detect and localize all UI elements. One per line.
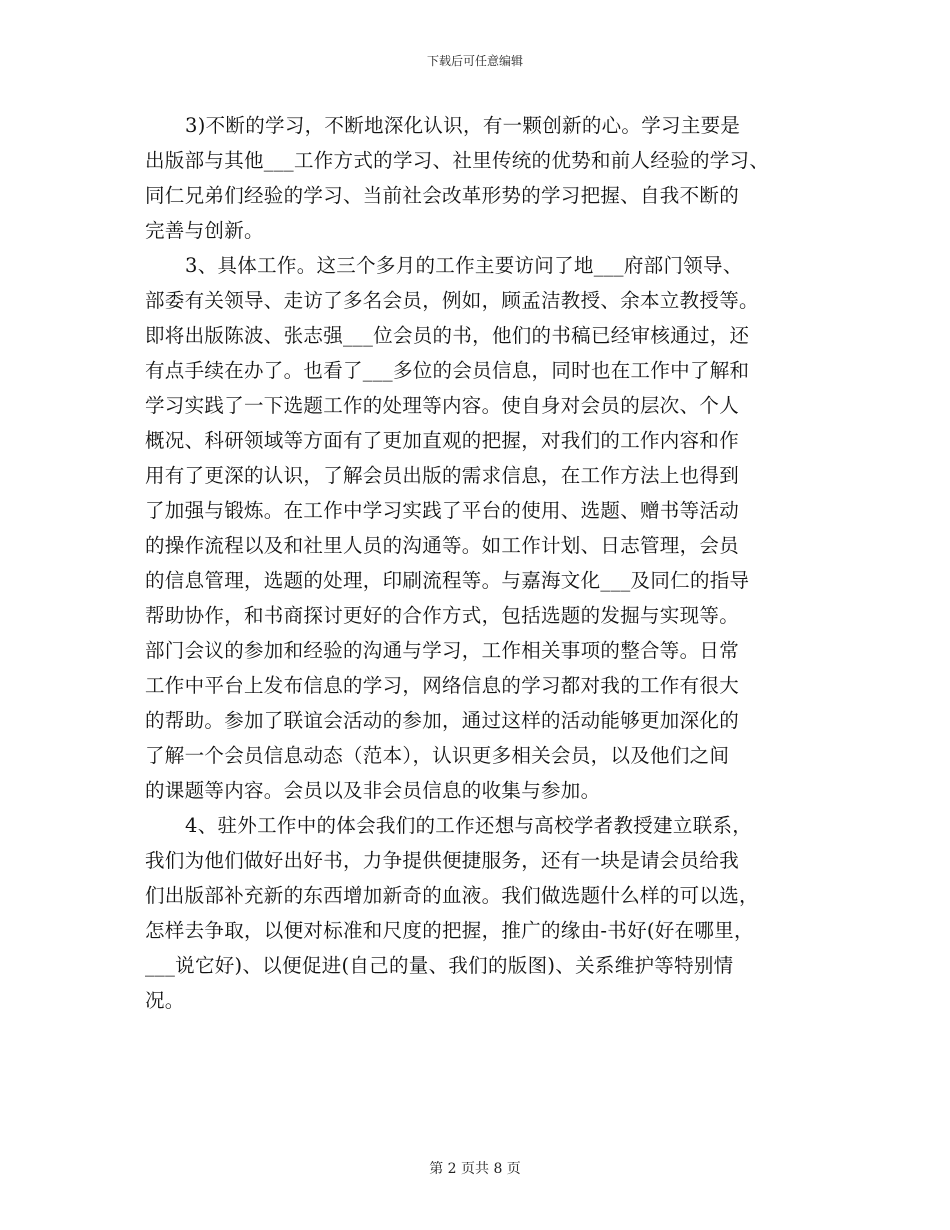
text-line: 的帮助。参加了联谊会活动的参加，通过这样的活动能够更加深化的 [145,709,740,732]
text-line: 即将出版陈波、张志强___位会员的书，他们的书稿已经审核通过，还 [145,324,750,347]
text-line: 了加强与锻炼。在工作中学习实践了平台的使用、选题、赠书等活动 [145,499,740,522]
page-header: 下载后可任意编辑 [426,54,523,68]
text-line: 同仁兄弟们经验的学习、当前社会改革形势的学习把握、自我不断的 [145,184,740,207]
text-line: 概况、科研领域等方面有了更加直观的把握，对我们的工作内容和作 [145,429,740,452]
text-line: 部门会议的参加和经验的沟通与学习，工作相关事项的整合等。日常 [145,639,740,662]
text-line: 出版部与其他___工作方式的学习、社里传统的优势和前人经验的学习、 [145,149,770,172]
text-line: 部委有关领导、走访了多名会员，例如，顾孟洁教授、余本立教授等。 [145,289,759,312]
text-line: 3、具体工作。这三个多月的工作主要访问了地___府部门领导、 [185,254,743,277]
text-line: 的操作流程以及和社里人员的沟通等。如工作计划、日志管理，会员 [145,534,740,557]
paragraph-field-work [145,808,825,1018]
text-line: 的信息管理，选题的处理，印刷流程等。与嘉海文化___及同仁的指导 [145,569,750,592]
text-line: 了解一个会员信息动态（范本），认识更多相关会员，以及他们之间 [145,744,730,767]
text-line: 的课题等内容。会员以及非会员信息的收集与参加。 [145,779,601,802]
text-line: 4、驻外工作中的体会我们的工作还想与高校学者教授建立联系， [185,814,753,837]
text-line: 工作中平台上发布信息的学习，网络信息的学习都对我的工作有很大 [145,674,740,697]
text-line: 有点手续在办了。也看了___多位的会员信息，同时也在工作中了解和 [145,359,750,382]
page-number: 第 2 页共 8 页 [429,1161,521,1177]
paragraph-specific-work [145,248,825,808]
text-line: 3)不断的学习，不断地深化认识，有一颗创新的心。学习主要是 [185,114,741,137]
text-line: 怎样去争取，以便对标准和尺度的把握，推广的缘由-书好(好在哪里， [145,919,754,942]
text-line: 况。 [145,989,185,1012]
document-body [145,108,825,1018]
text-line: 用有了更深的认识，了解会员出版的需求信息，在工作方法上也得到 [145,464,740,487]
text-line: 帮助协作，和书商探讨更好的合作方式，包括选题的发掘与实现等。 [145,604,740,627]
text-line: 们出版部补充新的东西增加新奇的血液。我们做选题什么样的可以选， [145,884,759,907]
text-line: ___说它好)、以便促进(自己的量、我们的版图)、关系维护等特别情 [145,954,734,977]
text-line: 完善与创新。 [145,219,264,242]
text-line: 学习实践了一下选题工作的处理等内容。使自身对会员的层次、个人 [145,394,740,417]
paragraph-learning [145,108,825,248]
text-line: 我们为他们做好出好书，力争提供便捷服务，还有一块是请会员给我 [145,849,740,872]
